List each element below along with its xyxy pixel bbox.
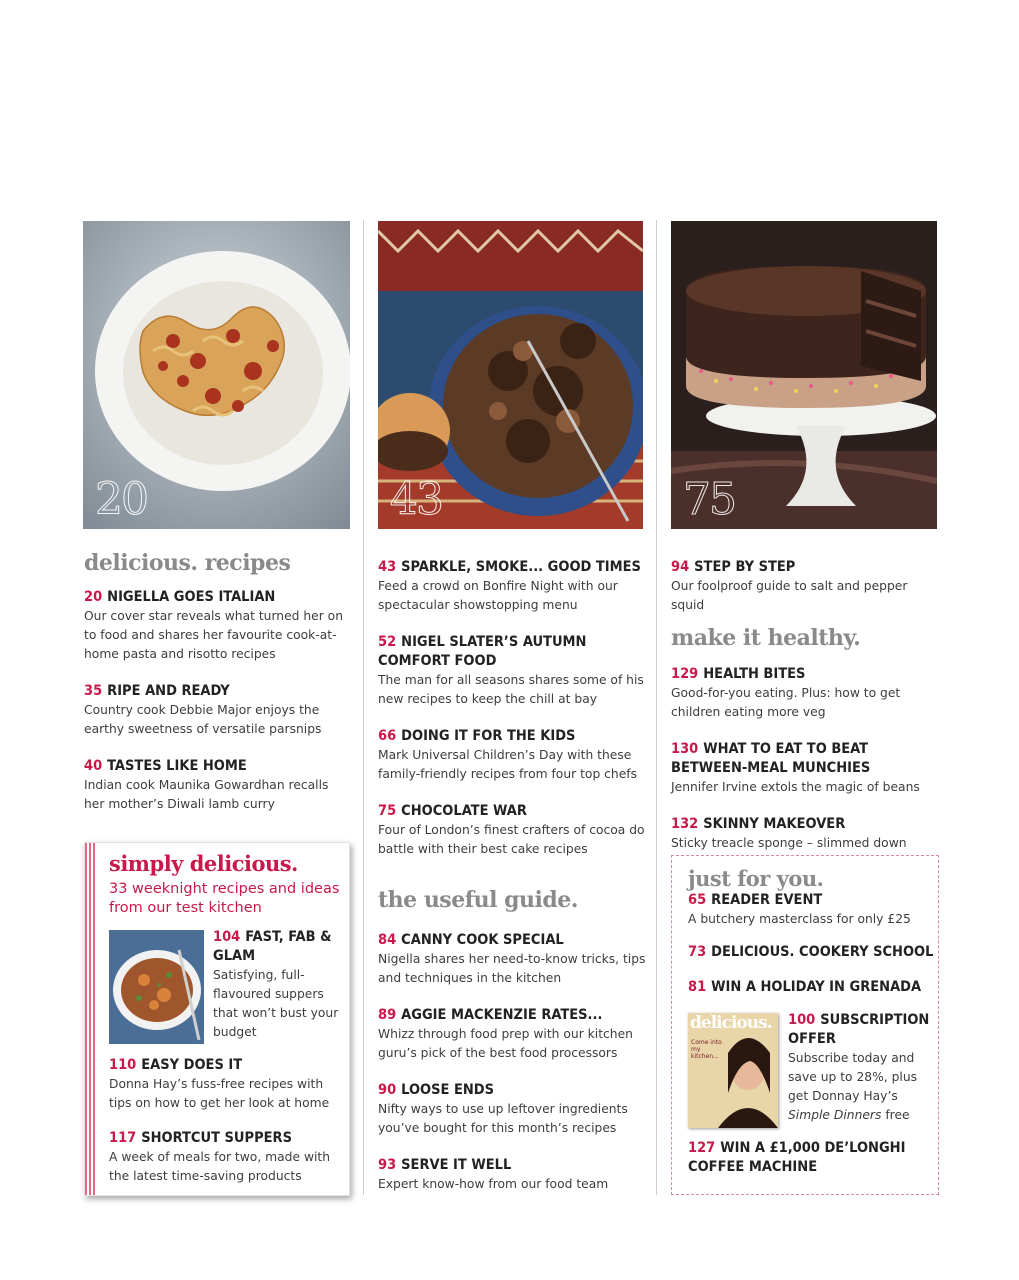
toc-entry[interactable] (378, 1156, 646, 1194)
toc-entry[interactable] (378, 633, 646, 709)
entry-title: WHAT TO EAT TO BEAT BETWEEN-MEAL MUNCHIES (671, 741, 871, 776)
just-for-you-box (671, 855, 939, 1195)
feature-entry[interactable] (109, 928, 341, 1056)
entry-title: AGGIE MACKENZIE RATES... (401, 1007, 603, 1023)
pulled-pork-photo (378, 221, 643, 529)
entry-title: DOING IT FOR THE KIDS (401, 728, 576, 744)
toc-entry[interactable] (84, 588, 352, 664)
entry-title: TASTES LIKE HOME (107, 758, 247, 774)
simply-delicious-box (84, 842, 350, 1196)
toc-entry[interactable] (688, 1139, 934, 1177)
page-number: 100 (788, 1012, 816, 1028)
page-number: 104 (213, 929, 241, 945)
chocolate-cake-photo (671, 221, 937, 529)
subscription-entry[interactable] (688, 1011, 934, 1133)
toc-entry[interactable] (378, 558, 646, 615)
entry-description: Feed a crowd on Bonfire Night with our spectacular showstopping menu (378, 579, 618, 612)
column-divider (656, 220, 657, 1195)
entry-title: SKINNY MAKEOVER (703, 816, 846, 832)
page-number: 35 (84, 683, 103, 699)
section-heading-useful-guide: the useful guide. (378, 887, 578, 913)
toc-entry[interactable] (378, 1006, 646, 1063)
entry-title: FAST, FAB & GLAM (213, 929, 332, 964)
toc-entry[interactable] (378, 931, 646, 988)
page-number: 94 (671, 559, 690, 575)
entry-description: Four of London’s finest crafters of cocoa do battle with their best cake recipes (378, 823, 645, 856)
page-number: 20 (84, 589, 103, 605)
subscription-desc: Subscribe today and save up to 28%, plus get Donnay Hay’s (788, 1051, 918, 1103)
entry-description: Our cover star reveals what turned her on to food and shares her favourite cook-at-home pasta and risotto recipes (84, 609, 344, 661)
entry-title: EASY DOES IT (141, 1057, 243, 1073)
toc-entry[interactable] (378, 727, 646, 784)
entry-description: Country cook Debbie Major enjoys the earthy sweetness of versatile parsnips (84, 703, 322, 736)
toc-entry[interactable] (378, 802, 646, 859)
entry-title: READER EVENT (711, 892, 823, 908)
page-number: 65 (688, 892, 707, 908)
page-number: 129 (671, 666, 699, 682)
magazine-cover-thumbnail (688, 1013, 778, 1128)
entry-title: LOOSE ENDS (401, 1082, 495, 1098)
column-divider (363, 220, 364, 1195)
entry-description: Whizz through food prep with our kitchen guru’s pick of the best food processors (378, 1027, 633, 1060)
entry-description: Satisfying, full-flavoured suppers that won’t bust your budget (213, 968, 339, 1039)
page-number: 127 (688, 1140, 716, 1156)
photo-page-number: 20 (95, 474, 147, 525)
toc-entry[interactable] (84, 757, 352, 814)
magazine-cover-line: Come into my kitchen... (691, 1039, 722, 1060)
entry-description: Sticky treacle sponge – slimmed down (671, 836, 907, 850)
page-number: 117 (109, 1130, 137, 1146)
section-heading-make-it-healthy: make it healthy. (671, 625, 861, 651)
entry-title: WIN A HOLIDAY IN GRENADA (711, 979, 922, 995)
section-subheading: 33 weeknight recipes and ideas from our test kitchen (109, 881, 340, 916)
page-number: 89 (378, 1007, 397, 1023)
entry-title: NIGELLA GOES ITALIAN (107, 589, 276, 605)
entry-title: HEALTH BITES (703, 666, 806, 682)
entry-title: SPARKLE, SMOKE... GOOD TIMES (401, 559, 641, 575)
page-number: 66 (378, 728, 397, 744)
entry-title: NIGEL SLATER’S AUTUMN COMFORT FOOD (378, 634, 587, 669)
photo-page-number: 75 (683, 474, 735, 525)
entry-title: DELICIOUS. COOKERY SCHOOL (711, 944, 934, 960)
entry-description: Nigella shares her need-to-know tricks, tips and techniques in the kitchen (378, 952, 646, 985)
toc-entry[interactable] (671, 665, 941, 722)
entry-description: Indian cook Maunika Gowardhan recalls her mother’s Diwali lamb curry (84, 778, 329, 811)
column-features (378, 558, 646, 1212)
section-heading-delicious-recipes: delicious. recipes (84, 550, 291, 576)
toc-entry[interactable] (378, 1081, 646, 1138)
toc-entry[interactable] (688, 891, 934, 929)
entry-description: Mark Universal Children’s Day with these family-friendly recipes from four top chefs (378, 748, 638, 781)
striped-border (85, 843, 97, 1195)
entry-title: SHORTCUT SUPPERS (141, 1130, 292, 1146)
column-healthy (671, 558, 941, 871)
page-number: 130 (671, 741, 699, 757)
entry-description: Nifty ways to use up leftover ingredients you’ve bought for this month’s recipes (378, 1102, 628, 1135)
page-number: 52 (378, 634, 397, 650)
toc-entry[interactable] (671, 815, 941, 853)
toc-entry[interactable] (84, 682, 352, 739)
entry-title: STEP BY STEP (694, 559, 796, 575)
entry-description: Good-for-you eating. Plus: how to get children eating more veg (671, 686, 901, 719)
photo-page-number: 43 (390, 474, 442, 525)
toc-entry[interactable] (109, 1129, 341, 1186)
page-number: 110 (109, 1057, 137, 1073)
entry-title: CHOCOLATE WAR (401, 803, 527, 819)
page-number: 90 (378, 1082, 397, 1098)
entry-description: Expert know-how from our food team (378, 1177, 609, 1191)
page-number: 132 (671, 816, 699, 832)
column-delicious-recipes (84, 550, 352, 832)
stew-thumbnail (109, 930, 204, 1044)
toc-entry[interactable] (688, 943, 934, 962)
entry-description: The man for all seasons shares some of his new recipes to keep the chill at bay (378, 673, 644, 706)
entry-description: Our foolproof guide to salt and pepper squid (671, 579, 908, 612)
entry-description: Jennifer Irvine extols the magic of beans (671, 780, 920, 794)
entry-title: SUBSCRIPTION OFFER (788, 1012, 930, 1047)
subscription-desc-end: free (885, 1108, 910, 1122)
magazine-masthead: delicious. (690, 1013, 772, 1033)
pasta-photo (83, 221, 350, 529)
toc-entry[interactable] (671, 740, 941, 797)
entry-title: SERVE IT WELL (401, 1157, 512, 1173)
page-number: 75 (378, 803, 397, 819)
page-number: 40 (84, 758, 103, 774)
entry-description: Donna Hay’s fuss-free recipes with tips on how to get her look at home (109, 1077, 330, 1110)
page-number: 81 (688, 979, 707, 995)
section-heading-simply-delicious: simply delicious. (109, 851, 298, 876)
page-number: 73 (688, 944, 707, 960)
toc-entry[interactable] (671, 558, 941, 615)
section-heading-just-for-you: just for you. (688, 866, 824, 891)
entry-description: A butchery masterclass for only £25 (688, 912, 911, 926)
page-number: 43 (378, 559, 397, 575)
entry-description (788, 1049, 938, 1125)
book-title: Simple Dinners (788, 1108, 882, 1122)
page-number: 84 (378, 932, 397, 948)
entry-title: WIN A £1,000 DE’LONGHI COFFEE MACHINE (688, 1140, 906, 1175)
entry-title: CANNY COOK SPECIAL (401, 932, 564, 948)
page-number: 93 (378, 1157, 397, 1173)
toc-entry[interactable] (688, 978, 934, 997)
toc-entry[interactable] (109, 1056, 341, 1113)
entry-description: A week of meals for two, made with the latest time-saving products (109, 1150, 331, 1183)
entry-title: RIPE AND READY (107, 683, 230, 699)
